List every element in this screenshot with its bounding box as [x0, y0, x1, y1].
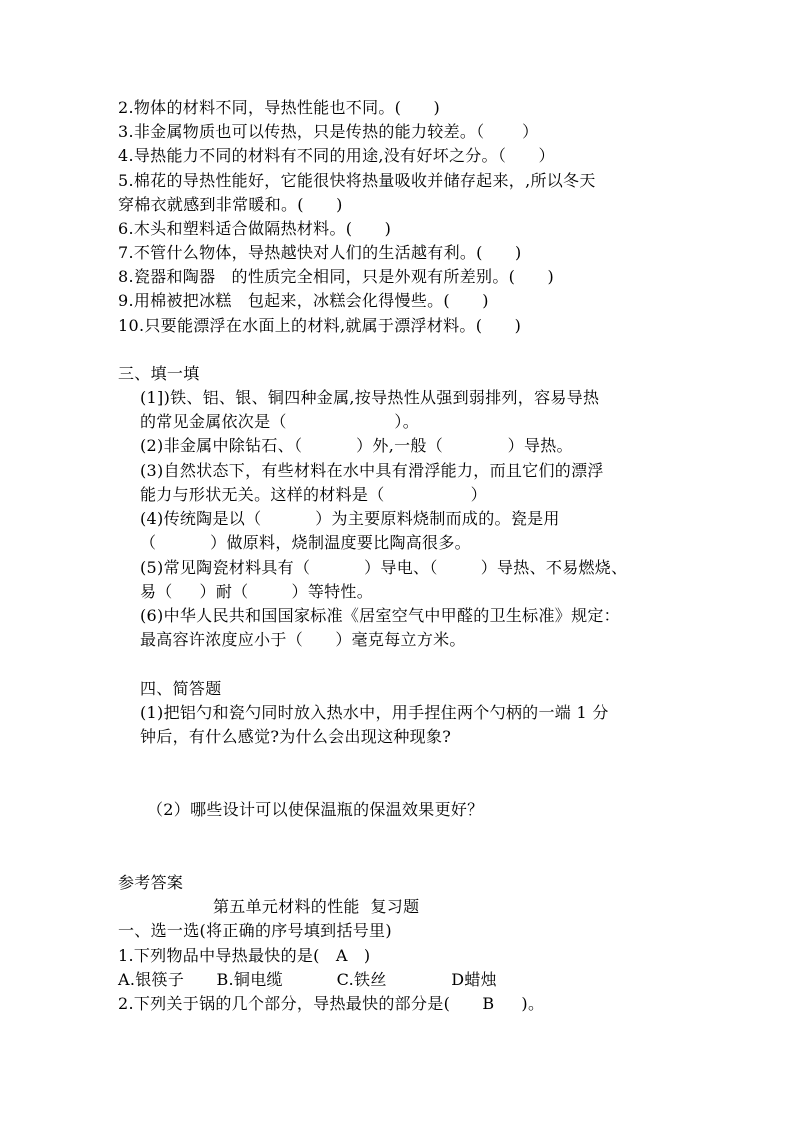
fill-line-5: 能力与形状无关。这样的材料是（ ）: [140, 485, 487, 504]
fill-line-2: 的常见金属依次是（ ）。: [140, 412, 420, 431]
short-answer-heading: 四、简答题: [140, 679, 222, 698]
short-q2: （2）哪些设计可以使保温瓶的保温效果更好？: [147, 800, 484, 819]
answers-title: 第五单元材料的性能 复习题: [213, 897, 420, 916]
judge-item-5-line2: 穿棉衣就感到非常暖和。( ): [118, 195, 343, 214]
fill-line-1: (1])铁、铝、银、铜四种金属,按导热性从强到弱排列，容易导热: [140, 388, 600, 407]
answers-q1-options: A.银筷子 B.铜电缆 C.铁丝 D蜡烛: [118, 970, 497, 989]
answers-label: 参考答案: [118, 873, 184, 892]
judge-item-9: 9.用棉被把冰糕 包起来，冰糕会化得慢些。( ): [118, 291, 489, 310]
judge-item-7: 7.不管什么物体，导热越快对人们的生活越有利。( ): [118, 243, 522, 262]
fill-line-6: (4)传统陶是以（ ）为主要原料烧制而成的。瓷是用: [140, 509, 560, 528]
answers-q1: 1.下列物品中导热最快的是( A ): [118, 946, 371, 965]
answers-section1-heading: 一、选一选(将正确的序号填到括号里): [118, 921, 392, 940]
fill-line-7: （ ）做原料，烧制温度要比陶高很多。: [140, 533, 471, 552]
judge-item-3: 3.非金属物质也可以传热，只是传热的能力较差。（ ）: [118, 122, 539, 141]
judge-item-5-line1: 5.棉花的导热性能好，它能很快将热量吸收并储存起来，,所以冬天: [118, 171, 596, 190]
fill-line-8: (5)常见陶瓷材料具有（ ）导电、（ ）导热、不易燃烧、: [140, 558, 628, 577]
judge-item-6: 6.木头和塑料适合做隔热材料。( ): [118, 219, 392, 238]
fill-line-11: 最高容许浓度应小于（ ）毫克每立方米。: [140, 630, 466, 649]
judge-item-4: 4.导热能力不同的材料有不同的用途,没有好坏之分。（ ）: [118, 146, 555, 165]
fill-line-3: (2)非金属中除钻石、（ ）外,一般（ ）导热。: [140, 436, 573, 455]
judge-item-2: 2.物体的材料不同，导热性能也不同。( ): [118, 98, 441, 117]
answers-q2: 2.下列关于锅的几个部分，导热最快的部分是( B )。: [118, 994, 545, 1013]
judge-item-8: 8.瓷器和陶器 的性质完全相同，只是外观有所差别。( ): [118, 267, 555, 286]
short-q1-line2: 钟后，有什么感觉?为什么会出现这种现象?: [140, 727, 452, 746]
short-q1-line1: (1)把铝勺和瓷勺同时放入热水中，用手捏住两个勺柄的一端 1 分: [140, 703, 609, 722]
fill-line-10: (6)中华人民共和国国家标准《居室空气中甲醛的卫生标准》规定：: [140, 606, 620, 625]
fill-heading: 三、填一填: [118, 364, 200, 383]
fill-line-9: 易（ ）耐（ ）等特性。: [140, 582, 374, 601]
judge-item-10: 10.只要能漂浮在水面上的材料,就属于漂浮材料。( ): [118, 316, 522, 335]
fill-line-4: (3)自然状态下，有些材料在水中具有滑浮能力，而且它们的漂浮: [140, 461, 604, 480]
